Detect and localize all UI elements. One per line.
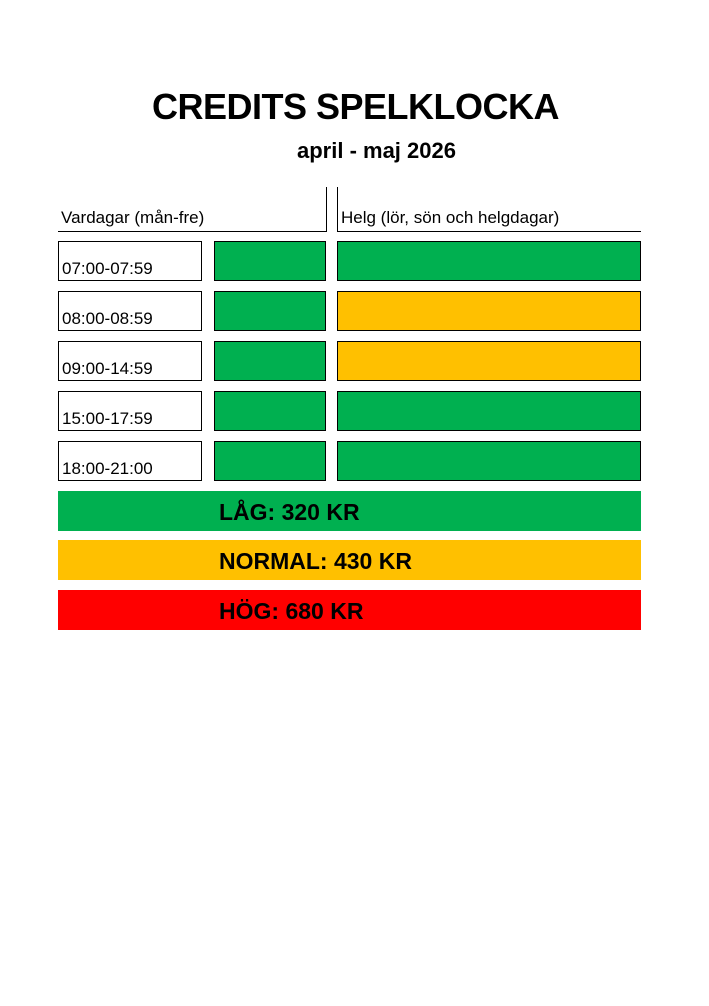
time-cell — [58, 291, 202, 331]
time-cell — [58, 341, 202, 381]
weekday-price-swatch — [214, 241, 326, 281]
column-divider-left — [326, 187, 327, 232]
time-label: 18:00-21:00 — [62, 459, 153, 478]
time-label: 15:00-17:59 — [62, 409, 153, 428]
weekend-price-swatch — [337, 241, 641, 281]
time-cell — [58, 391, 202, 431]
weekday-price-swatch — [214, 341, 326, 381]
time-label: 08:00-08:59 — [62, 309, 153, 328]
legend-normal-label: NORMAL: 430 KR — [219, 548, 412, 574]
legend-low-label: LÅG: 320 KR — [219, 499, 360, 525]
weekend-column-header: Helg (lör, sön och helgdagar) — [341, 208, 560, 227]
time-cell — [58, 441, 202, 481]
weekday-price-swatch — [214, 391, 326, 431]
legend-high-label: HÖG: 680 KR — [219, 598, 364, 624]
weekend-price-swatch — [337, 391, 641, 431]
weekday-header-underline — [58, 231, 326, 232]
weekend-price-swatch — [337, 441, 641, 481]
legend-high — [58, 590, 641, 630]
period-subtitle: april - maj 2026 — [297, 138, 456, 163]
weekday-price-swatch — [214, 291, 326, 331]
weekday-price-swatch — [214, 441, 326, 481]
weekend-header-underline — [337, 231, 641, 232]
weekend-price-swatch — [337, 291, 641, 331]
time-label: 07:00-07:59 — [62, 259, 153, 278]
legend-normal — [58, 540, 641, 580]
legend-low — [58, 491, 641, 531]
weekend-price-swatch — [337, 341, 641, 381]
time-label: 09:00-14:59 — [62, 359, 153, 378]
time-cell — [58, 241, 202, 281]
page-title: CREDITS SPELKLOCKA — [152, 86, 560, 127]
column-divider-right — [337, 187, 338, 232]
weekday-column-header: Vardagar (mån-fre) — [61, 208, 205, 227]
